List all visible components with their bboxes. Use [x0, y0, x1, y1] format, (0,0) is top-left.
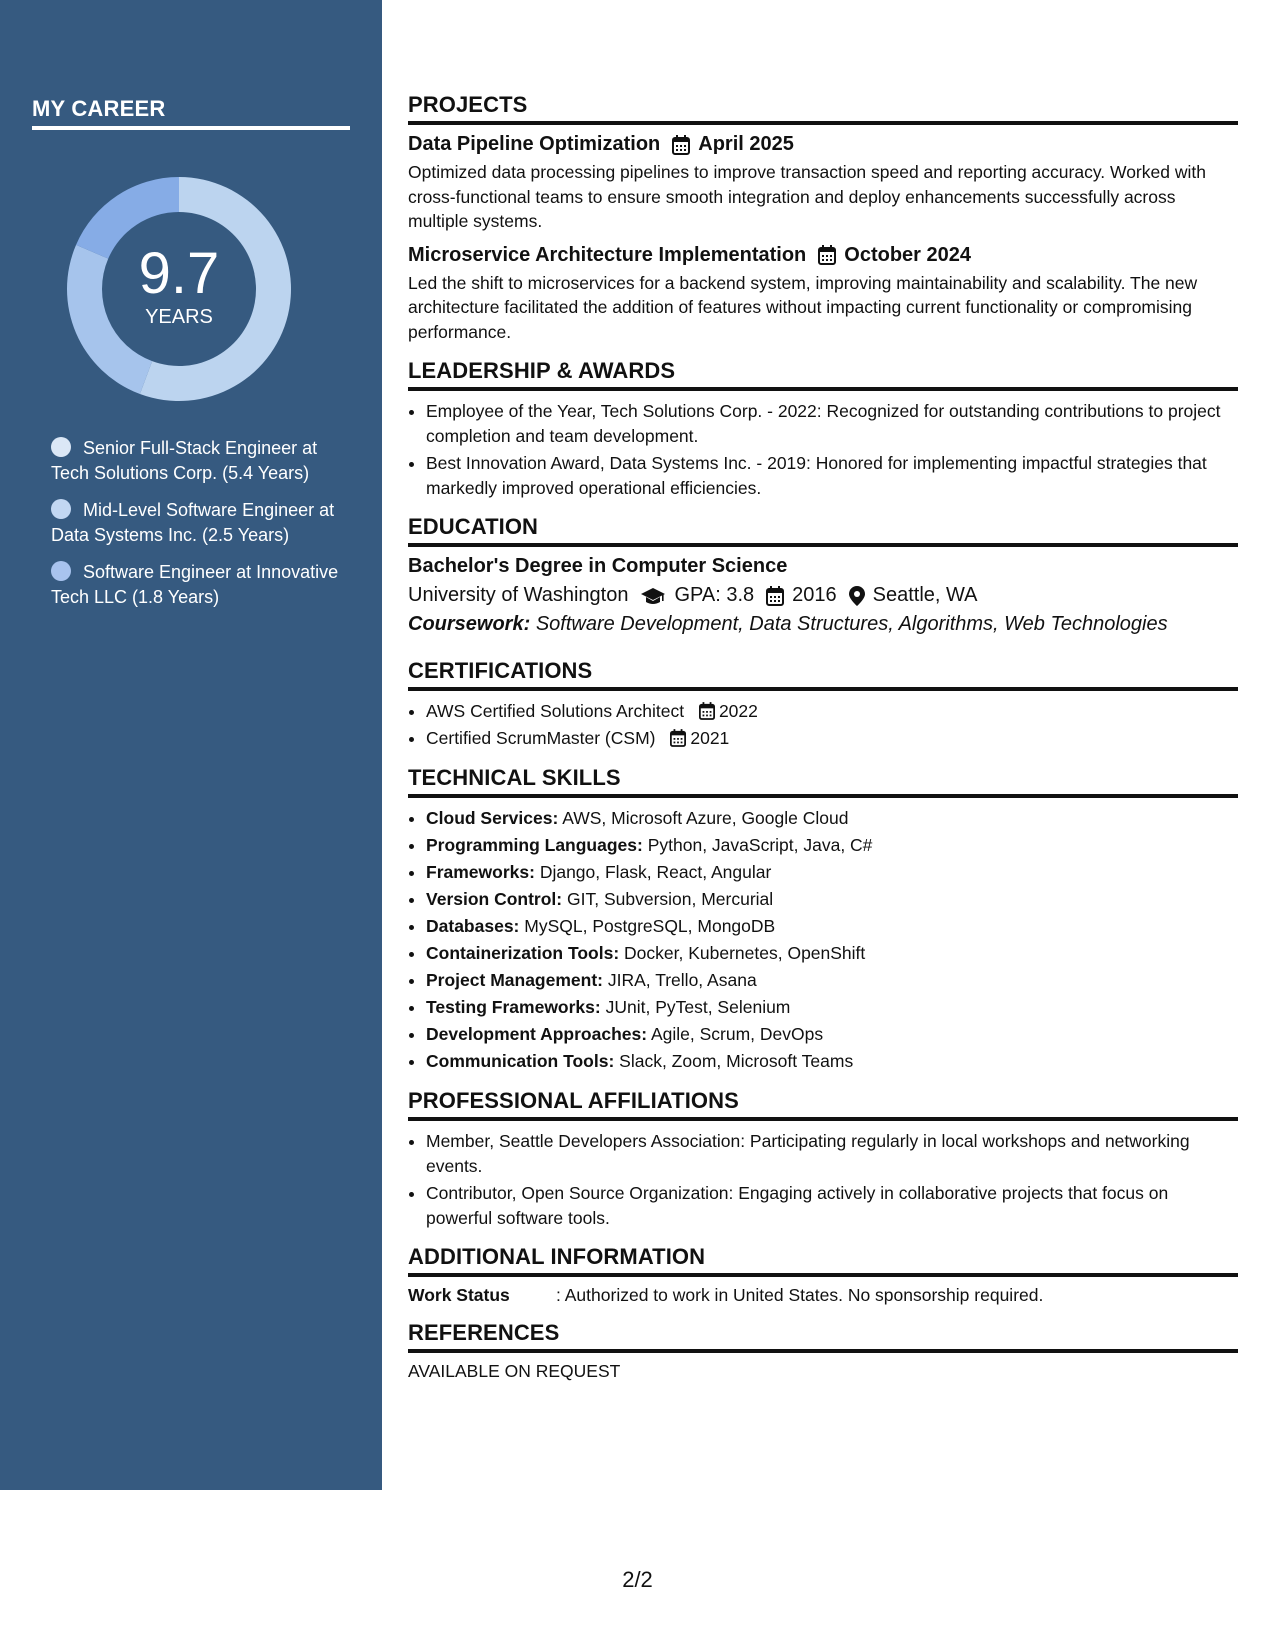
education-school: University of Washington	[408, 584, 629, 606]
total-years-unit: YEARS	[145, 305, 213, 328]
skill-item	[426, 941, 1238, 966]
coursework-value: Software Development, Data Structures, Algorithms, Web Technologies	[535, 613, 1168, 635]
education-section	[408, 514, 1238, 636]
education-details	[408, 584, 1238, 607]
work-status-label: Work Status	[408, 1285, 510, 1305]
skill-label: Development Approaches:	[426, 1024, 648, 1044]
main-content	[408, 92, 1238, 1396]
leadership-section	[408, 358, 1238, 500]
projects-title: PROJECTS	[408, 92, 1238, 125]
work-status-row	[408, 1285, 1238, 1306]
skill-value: AWS, Microsoft Azure, Google Cloud	[562, 808, 849, 828]
skill-item	[426, 887, 1238, 912]
project-description: Led the shift to microservices for a backend system, improving maintainability and scalability. The new architecture facilitated the addition of features without impacting current functionality or compromising performance.	[408, 272, 1198, 342]
career-list	[51, 436, 341, 622]
certifications-title: CERTIFICATIONS	[408, 658, 1238, 691]
list-item: • Member, Seattle Developers Association: Participating regularly in local workshops and networking events.	[426, 1129, 1238, 1178]
affiliations-section	[408, 1088, 1238, 1230]
skill-value: MySQL, PostgreSQL, MongoDB	[524, 916, 776, 936]
list-item	[426, 699, 1238, 724]
career-dot-icon	[51, 437, 71, 457]
leadership-title: LEADERSHIP & AWARDS	[408, 358, 1238, 391]
location-pin-icon	[849, 586, 865, 606]
sidebar	[0, 0, 382, 1490]
donut-center	[66, 176, 292, 402]
project-heading	[408, 244, 1238, 267]
projects-section	[408, 92, 1238, 344]
list-item	[426, 726, 1238, 751]
education-degree: Bachelor's Degree in Computer Science	[408, 555, 788, 577]
skills-section	[408, 765, 1238, 1074]
calendar-icon	[818, 245, 836, 265]
skills-list	[408, 806, 1238, 1074]
skill-item	[426, 1049, 1238, 1074]
skill-value: Python, JavaScript, Java, C#	[647, 835, 873, 855]
skill-value: JUnit, PyTest, Selenium	[605, 997, 791, 1017]
project-description: Optimized data processing pipelines to improve transaction speed and reporting accuracy. Worked with cross-functional teams to ensure smooth integration and deploy enhancements successfully across multiple systems.	[408, 162, 1206, 231]
skill-label: Programming Languages:	[426, 835, 643, 855]
skill-item	[426, 1022, 1238, 1047]
affiliations-title: PROFESSIONAL AFFILIATIONS	[408, 1088, 1238, 1121]
skill-label: Databases:	[426, 916, 520, 936]
skill-label: Version Control:	[426, 889, 563, 909]
project-date: October 2024	[844, 243, 972, 266]
education-gpa: GPA: 3.8	[674, 584, 755, 606]
coursework-label: Coursework:	[408, 613, 531, 635]
career-item	[51, 498, 341, 548]
references-text: AVAILABLE ON REQUEST	[408, 1361, 621, 1381]
graduation-cap-icon	[640, 587, 666, 605]
career-item-text: Mid-Level Software Engineer at Data Systems Inc. (2.5 Years)	[51, 500, 335, 545]
list-item: • Contributor, Open Source Organization: Engaging actively in collaborative projects that focus on powerful software tools.	[426, 1181, 1238, 1230]
additional-title: ADDITIONAL INFORMATION	[408, 1244, 1238, 1277]
career-item	[51, 436, 341, 486]
calendar-icon	[672, 135, 690, 155]
career-item-text: Software Engineer at Innovative Tech LLC (1.8 Years)	[51, 562, 339, 607]
project-heading	[408, 133, 1238, 156]
sidebar-title: MY CAREER	[32, 96, 350, 130]
project-name: Data Pipeline Optimization	[408, 133, 661, 155]
career-dot-icon	[51, 561, 71, 581]
page-number: 2/2	[622, 1567, 653, 1592]
list-item: • Best Innovation Award, Data Systems Inc. - 2019: Honored for implementing impactful strategies that markedly improved operational efficiencies.	[426, 451, 1238, 500]
affiliations-list	[408, 1129, 1238, 1230]
certification-year: 2021	[690, 728, 730, 748]
skill-value: Docker, Kubernetes, OpenShift	[624, 943, 866, 963]
project-date: April 2025	[698, 133, 794, 155]
career-dot-icon	[51, 499, 71, 519]
skill-label: Containerization Tools:	[426, 943, 620, 963]
total-years-value: 9.7	[138, 240, 220, 306]
education-coursework	[408, 613, 1238, 636]
skill-value: GIT, Subversion, Mercurial	[567, 889, 774, 909]
skill-item	[426, 995, 1238, 1020]
education-year: 2016	[792, 584, 837, 606]
references-title: REFERENCES	[408, 1320, 1238, 1353]
work-status-value: : Authorized to work in United States. No sponsorship required.	[556, 1285, 1044, 1305]
skill-value: JIRA, Trello, Asana	[607, 970, 757, 990]
leadership-list	[408, 399, 1238, 500]
education-location: Seattle, WA	[872, 584, 978, 606]
skill-value: Django, Flask, React, Angular	[539, 862, 772, 882]
career-item-text: Senior Full-Stack Engineer at Tech Solutions Corp. (5.4 Years)	[51, 438, 318, 483]
skill-value: Slack, Zoom, Microsoft Teams	[619, 1051, 854, 1071]
calendar-icon	[766, 586, 784, 606]
education-title: EDUCATION	[408, 514, 1238, 547]
skill-label: Project Management:	[426, 970, 603, 990]
certifications-list	[408, 699, 1238, 751]
certification-name: Certified ScrumMaster (CSM)	[426, 728, 656, 748]
references-section	[408, 1320, 1238, 1382]
skills-title: TECHNICAL SKILLS	[408, 765, 1238, 798]
skill-value: Agile, Scrum, DevOps	[650, 1024, 824, 1044]
certification-year: 2022	[718, 701, 758, 721]
skill-item	[426, 914, 1238, 939]
list-item: • Employee of the Year, Tech Solutions Corp. - 2022: Recognized for outstanding contributions to project completion and team development.	[426, 399, 1238, 448]
project-name: Microservice Architecture Implementation	[408, 243, 807, 266]
calendar-icon	[670, 729, 686, 747]
career-item	[51, 560, 341, 610]
skill-item	[426, 860, 1238, 885]
additional-section	[408, 1244, 1238, 1306]
calendar-icon	[699, 702, 715, 720]
skill-label: Testing Frameworks:	[426, 997, 601, 1017]
skill-label: Communication Tools:	[426, 1051, 615, 1071]
skill-label: Frameworks:	[426, 862, 535, 882]
skill-item	[426, 806, 1238, 831]
skill-item	[426, 968, 1238, 993]
skill-label: Cloud Services:	[426, 808, 559, 828]
certification-name: AWS Certified Solutions Architect	[426, 701, 685, 721]
skill-item	[426, 833, 1238, 858]
certifications-section	[408, 658, 1238, 751]
